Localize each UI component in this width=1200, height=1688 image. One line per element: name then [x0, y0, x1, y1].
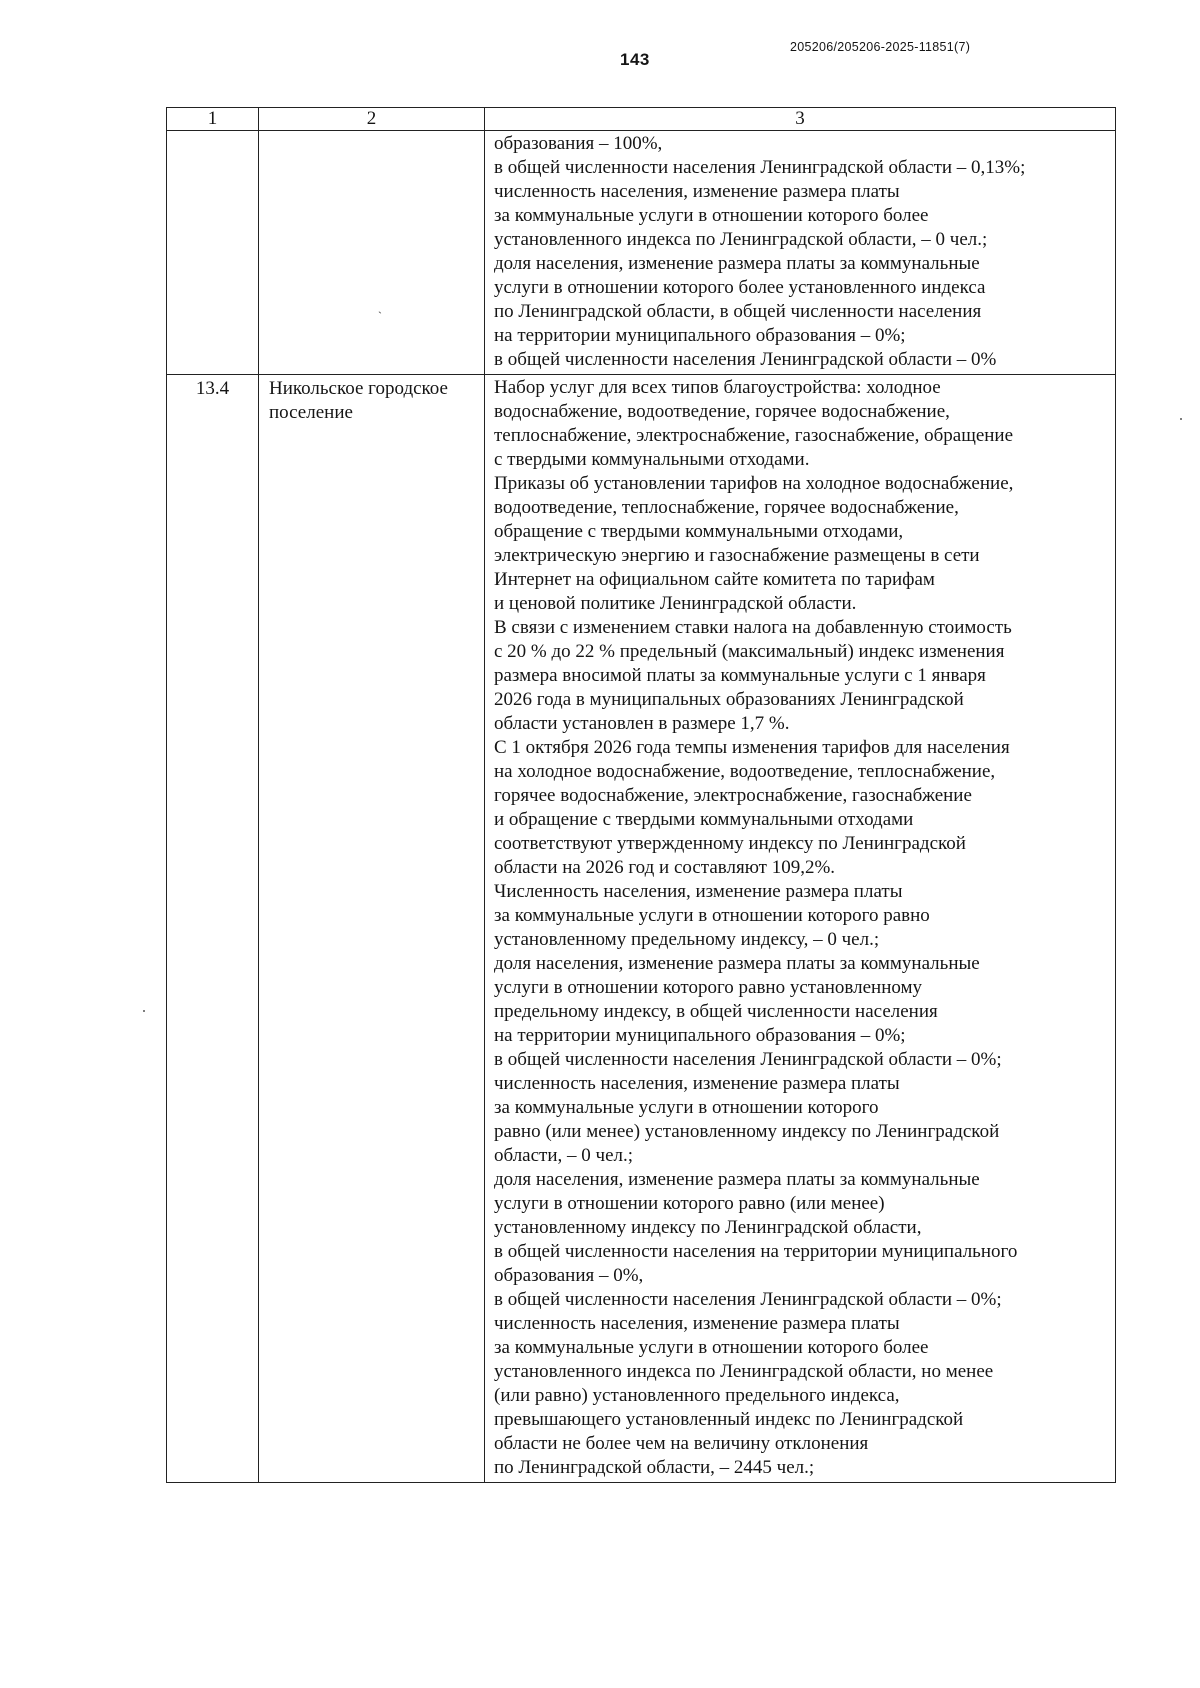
description-line: услуги в отношении которого равно (или менее): [494, 1193, 885, 1214]
description-line: на холодное водоснабжение, водоотведение, теплоснабжение,: [494, 761, 996, 782]
description-line: теплоснабжение, электроснабжение, газоснабжение, обращение: [494, 425, 1014, 446]
description-line: области, – 0 чел.;: [494, 1145, 634, 1166]
description-line: Численность населения, изменение размера платы: [494, 881, 903, 902]
description-line: соответствуют утвержденному индексу по Ленинградской: [494, 833, 966, 854]
document-id: 205206/205206-2025-11851(7): [790, 40, 971, 54]
description-line: обращение с твердыми коммунальными отходами,: [494, 521, 904, 542]
description-line: области на 2026 год и составляют 109,2%.: [494, 857, 836, 878]
header-cell-name: 2: [259, 108, 485, 131]
description-cell: [485, 131, 1116, 375]
table-body: [167, 131, 1116, 1483]
description-line: численность населения, изменение размера платы: [494, 181, 900, 202]
description-line: Набор услуг для всех типов благоустройства: холодное: [494, 377, 941, 398]
description-line: 2026 года в муниципальных образованиях Ленинградской: [494, 689, 964, 710]
header-cell-number: 1: [167, 108, 259, 131]
description-line: доля населения, изменение размера платы за коммунальные: [494, 953, 980, 974]
description-line: в общей численности населения Ленинградской области – 0,13%;: [494, 157, 1026, 178]
table-header-row: [167, 108, 1116, 131]
description-line: по Ленинградской области, – 2445 чел.;: [494, 1457, 815, 1478]
description-line: водоотведение, теплоснабжение, горячее водоснабжение,: [494, 497, 959, 518]
description-line: на территории муниципального образования – 0%;: [494, 325, 906, 346]
description-line: доля населения, изменение размера платы за коммунальные: [494, 1169, 980, 1190]
description-line: в общей численности населения Ленинградской области – 0%: [494, 349, 997, 370]
description-line: услуги в отношении которого равно установленному: [494, 977, 923, 998]
description-line: области установлен в размере 1,7 %.: [494, 713, 790, 734]
description-line: (или равно) установленного предельного индекса,: [494, 1385, 900, 1406]
description-line: и обращение с твердыми коммунальными отходами: [494, 809, 914, 830]
description-line: установленному индексу по Ленинградской области,: [494, 1217, 922, 1238]
description-line: численность населения, изменение размера платы: [494, 1313, 900, 1334]
description-line: в общей численности населения на территории муниципального: [494, 1241, 1018, 1262]
description-line: Интернет на официальном сайте комитета по тарифам: [494, 569, 935, 590]
description-line: установленному предельному индексу, – 0 чел.;: [494, 929, 880, 950]
description-line: в общей численности населения Ленинградской области – 0%;: [494, 1049, 1002, 1070]
settlement-name-cell: [259, 131, 485, 375]
row-number-cell: 13.4: [167, 375, 259, 1483]
description-line: с 20 % до 22 % предельный (максимальный) индекс изменения: [494, 641, 1005, 662]
description-line: равно (или менее) установленному индексу по Ленинградской: [494, 1121, 1000, 1142]
description-line: образования – 0%,: [494, 1265, 644, 1286]
description-line: водоснабжение, водоотведение, горячее водоснабжение,: [494, 401, 950, 422]
scan-speck: [1180, 418, 1182, 420]
description-line: предельному индексу, в общей численности населения: [494, 1001, 938, 1022]
description-line: за коммунальные услуги в отношении которого: [494, 1097, 879, 1118]
description-line: доля населения, изменение размера платы за коммунальные: [494, 253, 980, 274]
scan-speck: [143, 1010, 145, 1012]
description-line: за коммунальные услуги в отношении которого более: [494, 205, 929, 226]
tariff-table: [166, 107, 1116, 1483]
header-cell-description: 3: [485, 108, 1116, 131]
description-cell: [485, 375, 1116, 1483]
description-line: Приказы об установлении тарифов на холодное водоснабжение,: [494, 473, 1014, 494]
description-line: электрическую энергию и газоснабжение размещены в сети: [494, 545, 980, 566]
description-line: С 1 октября 2026 года темпы изменения тарифов для населения: [494, 737, 1010, 758]
description-line: горячее водоснабжение, электроснабжение, газоснабжение: [494, 785, 972, 806]
row-number-cell: [167, 131, 259, 375]
description-line: установленного индекса по Ленинградской области, но менее: [494, 1361, 994, 1382]
description-line: и ценовой политике Ленинградской области.: [494, 593, 857, 614]
description-line: услуги в отношении которого более установленного индекса: [494, 277, 986, 298]
description-line: за коммунальные услуги в отношении которого равно: [494, 905, 930, 926]
description-line: на территории муниципального образования – 0%;: [494, 1025, 906, 1046]
settlement-name-cell: Никольское городское поселение: [259, 375, 485, 1483]
description-line: численность населения, изменение размера платы: [494, 1073, 900, 1094]
description-line: с твердыми коммунальными отходами.: [494, 449, 810, 470]
table-row: [167, 131, 1116, 375]
page-number: 143: [620, 50, 650, 69]
description-line: превышающего установленный индекс по Ленинградской: [494, 1409, 964, 1430]
description-line: за коммунальные услуги в отношении которого более: [494, 1337, 929, 1358]
description-line: по Ленинградской области, в общей численности населения: [494, 301, 982, 322]
scan-mark: ˎ: [378, 300, 382, 314]
description-line: в общей численности населения Ленинградской области – 0%;: [494, 1289, 1002, 1310]
table-row: [167, 375, 1116, 1483]
description-line: образования – 100%,: [494, 133, 663, 154]
description-line: В связи с изменением ставки налога на добавленную стоимость: [494, 617, 1012, 638]
description-line: области не более чем на величину отклонения: [494, 1433, 869, 1454]
description-line: установленного индекса по Ленинградской области, – 0 чел.;: [494, 229, 988, 250]
description-line: размера вносимой платы за коммунальные услуги с 1 января: [494, 665, 986, 686]
